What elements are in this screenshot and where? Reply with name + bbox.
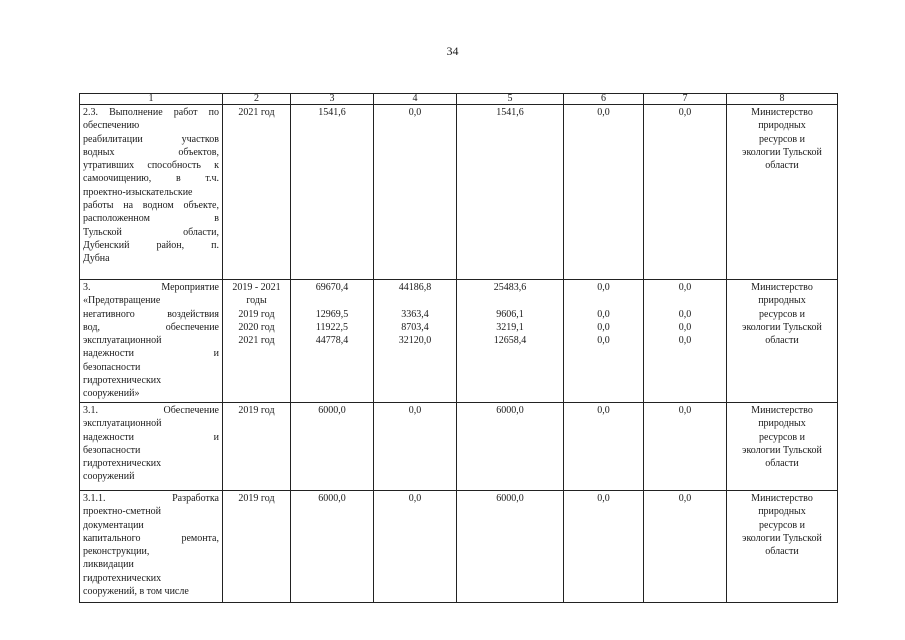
cell-line: реабилитации участков	[83, 133, 219, 145]
cell-line: сооружений, в том числе	[83, 586, 189, 598]
cell-line: Министерство	[751, 107, 813, 118]
header-cell: 7	[644, 94, 727, 105]
cell-line: Министерство	[751, 493, 813, 504]
responsible-cell	[727, 105, 838, 280]
cell-line: 2019 год	[238, 493, 275, 504]
cell-line: 69670,4	[315, 282, 349, 293]
cell-line	[567, 294, 640, 307]
cell-line: работы на водном объекте,	[83, 200, 219, 212]
period-cell	[223, 105, 291, 280]
cell-line: годы	[246, 295, 267, 307]
cell-line: 6000,0	[318, 405, 346, 416]
cell-line: безопасности	[83, 361, 141, 373]
regional-budget-cell	[457, 403, 564, 491]
cell-line: 0,0	[597, 493, 610, 504]
cell-line: 2.3. Выполнение работ по	[83, 107, 219, 118]
cell-line: 2019 - 2021	[232, 282, 281, 293]
header-cell: 1	[80, 94, 223, 105]
cell-line: 11922,5	[315, 321, 349, 333]
cell-line: сооружений	[83, 471, 135, 483]
cell-line: природных	[758, 120, 806, 132]
cell-line: 0,0	[678, 107, 692, 118]
header-cell: 6	[564, 94, 644, 105]
cell-line: экологии Тульской	[742, 532, 822, 544]
cell-line: области	[765, 546, 799, 558]
cell-line: 12658,4	[493, 335, 527, 347]
cell-line: 3219,1	[496, 321, 524, 333]
cell-line: области	[765, 160, 799, 172]
cell-line	[294, 294, 370, 307]
cell-line: 0,0	[408, 405, 422, 416]
cell-line: 3. Мероприятие	[83, 282, 219, 293]
responsible-cell	[727, 280, 838, 403]
cell-line: 0,0	[408, 107, 422, 118]
cell-line: проектно-сметной	[83, 506, 161, 518]
cell-line: экологии Тульской	[742, 444, 822, 456]
cell-line: 0,0	[678, 321, 692, 333]
cell-line: 25483,6	[493, 282, 527, 293]
cell-line: Министерство	[751, 405, 813, 416]
cell-line: ресурсов и	[758, 519, 805, 531]
cell-line: 0,0	[597, 405, 610, 416]
cell-line: 0,0	[678, 335, 692, 347]
cell-line: капитального ремонта,	[83, 532, 219, 544]
cell-line: 12969,5	[315, 308, 349, 320]
cell-line: экологии Тульской	[742, 321, 822, 333]
cell-line: 44186,8	[398, 282, 432, 293]
total-cell	[291, 105, 374, 280]
cell-line: 6000,0	[318, 493, 346, 504]
cell-line	[460, 294, 560, 307]
other-sources-cell	[644, 403, 727, 491]
cell-line: обеспечению	[83, 120, 140, 132]
measure-name-cell	[80, 403, 223, 491]
cell-line	[647, 294, 723, 307]
cell-line: «Предотвращение	[83, 295, 161, 307]
cell-line: 2019 год	[238, 405, 275, 416]
cell-line: экологии Тульской	[742, 146, 822, 158]
regional-budget-cell	[457, 491, 564, 603]
cell-line: надежности и	[83, 431, 219, 443]
cell-line: природных	[758, 418, 806, 430]
cell-line: 0,0	[597, 282, 610, 293]
local-budget-cell	[564, 105, 644, 280]
period-cell	[223, 491, 291, 603]
cell-line: 2021 год	[238, 335, 275, 347]
cell-line: ресурсов и	[758, 431, 805, 443]
cell-line: Тульской области,	[83, 226, 219, 238]
cell-line: 32120,0	[398, 335, 432, 347]
cell-line: 9606,1	[496, 308, 524, 320]
local-budget-cell	[564, 280, 644, 403]
period-cell	[223, 280, 291, 403]
cell-line: Дубенский район, п.	[83, 239, 219, 251]
cell-line: реконструкции,	[83, 546, 150, 558]
cell-line: 0,0	[597, 107, 610, 118]
cell-line: 2021 год	[238, 107, 275, 118]
total-cell	[291, 280, 374, 403]
cell-line	[377, 294, 453, 307]
cell-line: водных объектов,	[83, 146, 219, 158]
header-row	[80, 94, 838, 105]
regional-budget-cell	[457, 105, 564, 280]
cell-line: ресурсов и	[758, 308, 805, 320]
cell-line: 44778,4	[315, 335, 349, 347]
cell-line: безопасности	[83, 444, 141, 456]
federal-budget-cell	[374, 280, 457, 403]
cell-line: 0,0	[597, 335, 610, 347]
cell-line: документации	[83, 519, 144, 531]
cell-line: 1541,6	[496, 107, 524, 118]
other-sources-cell	[644, 105, 727, 280]
cell-line: гидротехнических	[83, 458, 162, 470]
cell-line: 0,0	[597, 321, 610, 333]
measure-name-cell	[80, 491, 223, 603]
cell-line: проектно-изыскательские	[83, 186, 193, 198]
cell-line: эксплуатационной	[83, 335, 162, 347]
cell-line: 0,0	[678, 493, 692, 504]
cell-line: 2019 год	[238, 308, 275, 320]
measure-name-cell	[80, 105, 223, 280]
regional-budget-cell	[457, 280, 564, 403]
cell-line: области	[765, 335, 799, 347]
cell-line: Министерство	[751, 282, 813, 293]
cell-line: природных	[758, 295, 806, 307]
cell-line: 3.1. Обеспечение	[83, 405, 219, 416]
cell-line: гидротехнических	[83, 375, 162, 387]
table-row	[80, 491, 838, 603]
cell-line: природных	[758, 506, 806, 518]
total-cell	[291, 403, 374, 491]
cell-line: 2020 год	[238, 321, 275, 333]
cell-line: надежности и	[83, 348, 219, 360]
cell-line: ликвидации	[83, 559, 134, 571]
cell-line: 0,0	[678, 308, 692, 320]
cell-line: 0,0	[408, 493, 422, 504]
program-table	[79, 93, 838, 603]
cell-line: Дубна	[83, 253, 110, 265]
cell-line: гидротехнических	[83, 572, 162, 584]
cell-line: 0,0	[678, 282, 692, 293]
cell-line: 0,0	[597, 308, 610, 320]
table-row	[80, 280, 838, 403]
responsible-cell	[727, 491, 838, 603]
header-cell: 2	[223, 94, 291, 105]
cell-line: 0,0	[678, 405, 692, 416]
cell-line: расположенном в	[83, 213, 219, 225]
local-budget-cell	[564, 403, 644, 491]
cell-line: 6000,0	[496, 405, 524, 416]
cell-line: области	[765, 458, 799, 470]
period-cell	[223, 403, 291, 491]
federal-budget-cell	[374, 403, 457, 491]
header-cell: 8	[727, 94, 838, 105]
federal-budget-cell	[374, 105, 457, 280]
cell-line: негативного воздействия	[83, 308, 219, 320]
other-sources-cell	[644, 280, 727, 403]
federal-budget-cell	[374, 491, 457, 603]
cell-line: 3363,4	[401, 308, 429, 320]
cell-line: ресурсов и	[758, 133, 805, 145]
table-row	[80, 105, 838, 280]
cell-line: сооружений»	[83, 388, 140, 400]
header-cell: 4	[374, 94, 457, 105]
cell-line: самоочищению, в т.ч.	[83, 173, 219, 185]
responsible-cell	[727, 403, 838, 491]
other-sources-cell	[644, 491, 727, 603]
cell-line: утративших способность к	[83, 160, 219, 172]
total-cell	[291, 491, 374, 603]
cell-line: вод, обеспечение	[83, 321, 219, 333]
page-number: 34	[446, 44, 459, 58]
header-cell: 3	[291, 94, 374, 105]
header-cell: 5	[457, 94, 564, 105]
local-budget-cell	[564, 491, 644, 603]
table-row	[80, 403, 838, 491]
cell-line: 6000,0	[496, 493, 524, 504]
cell-line: эксплуатационной	[83, 418, 162, 430]
cell-line: 3.1.1. Разработка	[83, 493, 219, 504]
measure-name-cell	[80, 280, 223, 403]
cell-line: 8703,4	[401, 321, 429, 333]
cell-line: 1541,6	[318, 107, 346, 118]
